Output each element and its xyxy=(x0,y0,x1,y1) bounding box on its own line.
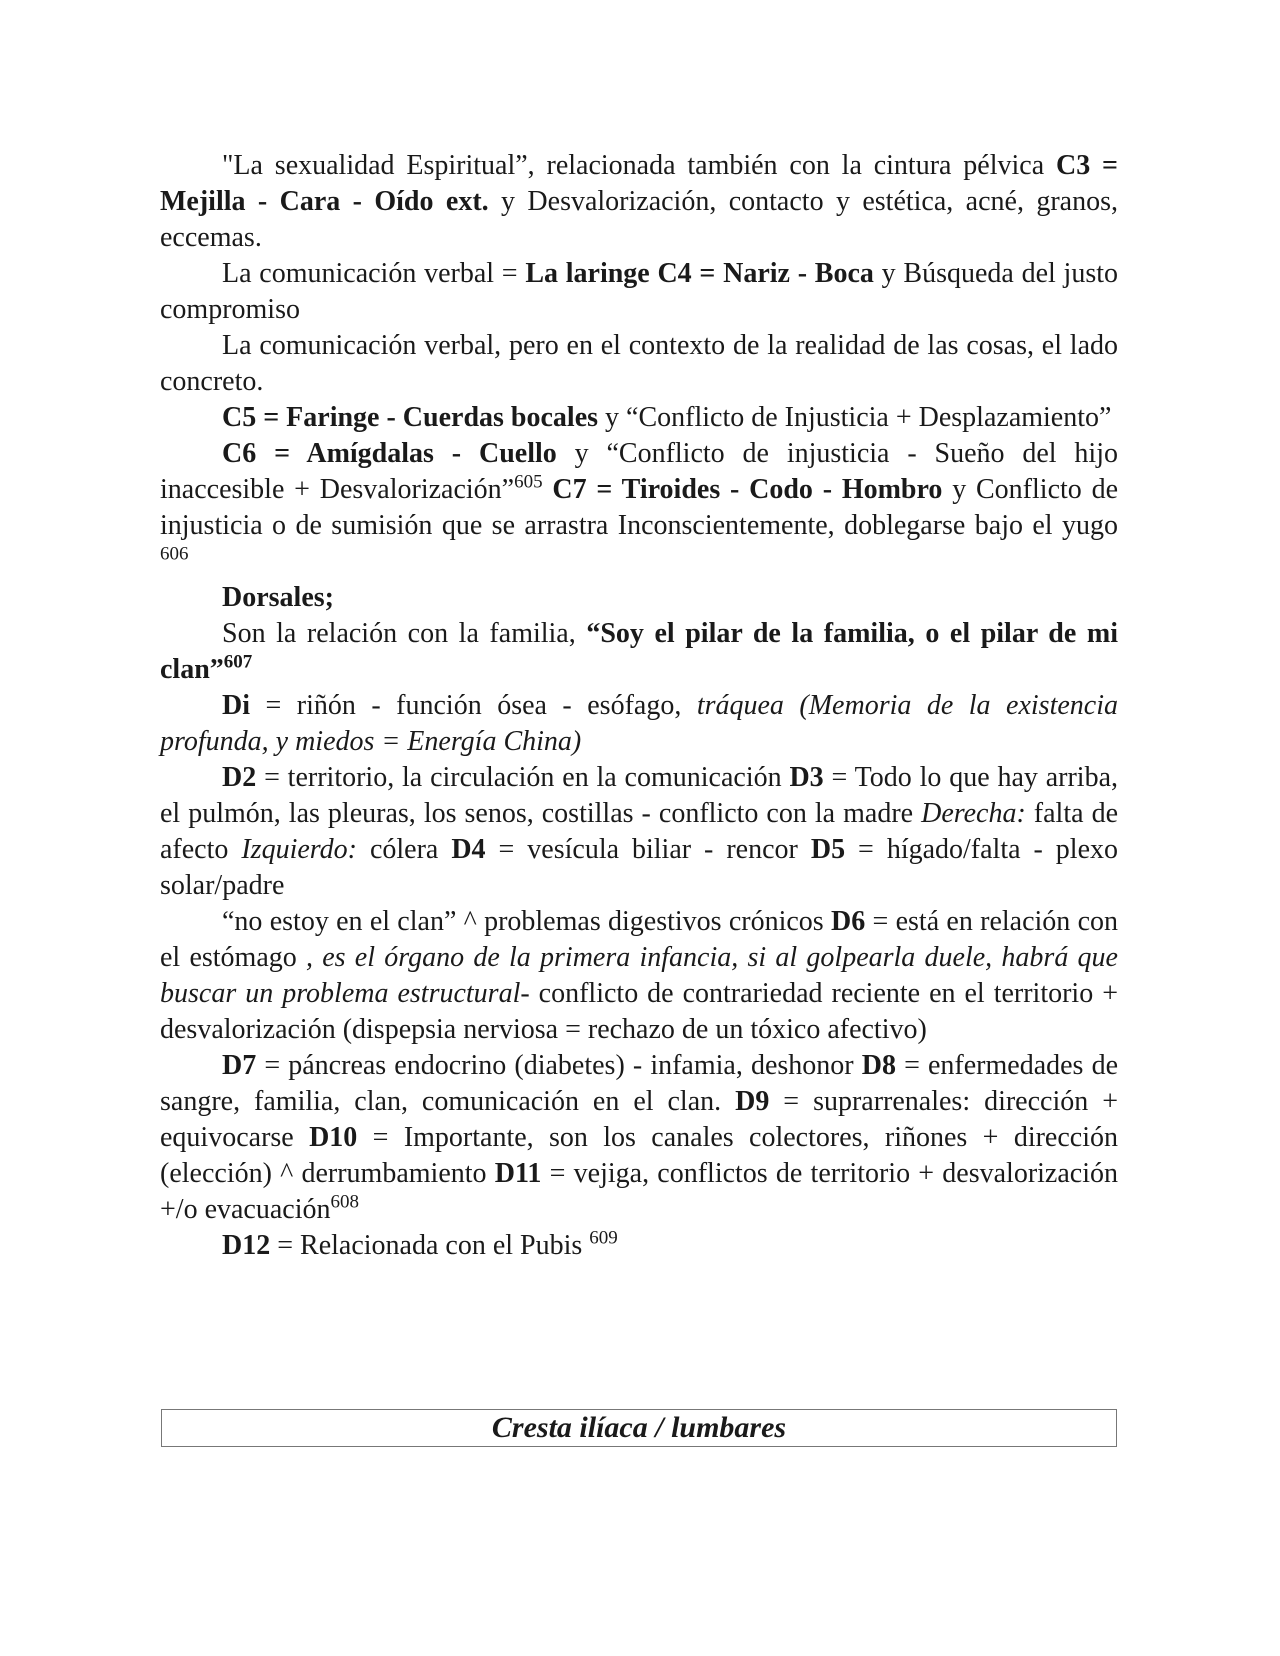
paragraph-family: Son la relación con la familia, “Soy el pilar de la familia, o el pilar de mi clan”$^{607}$ xyxy=(160,618,1118,685)
heading-dorsales: Dorsales; xyxy=(222,582,334,613)
section-heading-title: Cresta ilíaca / lumbares xyxy=(491,1411,787,1444)
footnote-ref-605[interactable]: 605 xyxy=(514,471,543,493)
section-heading-box xyxy=(161,1409,1117,1447)
footnote-ref-609[interactable]: 609 xyxy=(589,1227,618,1249)
paragraph-c5: C5 = Faringe - Cuerdas bocales y “Conflicto de Injusticia + Desplazamiento” xyxy=(222,402,1112,433)
paragraph-verbal-context: La comunicación verbal, pero en el contexto de la realidad de las cosas, el lado concreto. xyxy=(160,330,1118,397)
paragraph-d12: D12 = Relacionada con el Pubis $^{609}$ xyxy=(222,1227,618,1261)
paragraph-c6-c7: C6 = Amígdalas - Cuello y “Conflicto de injusticia - Sueño del hijo inaccesible + Desvalorización”$^{605}$ C7 = Tiroides - Codo - Hombro y Conflicto de injusticia o de sumisión que se arrastra Inconscientemente, doblegarse bajo el yugo $^{606}$ xyxy=(160,438,1118,565)
document-body xyxy=(160,148,1118,1264)
footnote-ref-606[interactable]: 606 xyxy=(160,543,189,565)
footnote-ref-607[interactable]: 607 xyxy=(223,651,253,673)
paragraph-d1: Di = riñón - función ósea - esófago, tráquea (Memoria de la existencia profunda, y miedos = Energía China) xyxy=(160,690,1118,757)
paragraph-d6: “no estoy en el clan” ^ problemas digestivos crónicos D6 = está en relación con el estómago , es el órgano de la primera infancia, si al golpearla duele, habrá que buscar un problema estructural- conflicto de contrariedad reciente en el territorio + desvalorización (dispepsia nerviosa = rechazo de un tóxico afectivo) xyxy=(160,906,1119,1045)
paragraph-d2-d5: D2 = territorio, la circulación en la comunicación D3 = Todo lo que hay arriba, el pulmón, las pleuras, los senos, costillas - conflicto con la madre Derecha: falta de afecto Izquierdo: cólera D4 = vesícula biliar - rencor D5 = hígado/falta - plexo solar/padre xyxy=(160,762,1119,901)
paragraph-c4: La comunicación verbal = La laringe C4 = Nariz - Boca y Búsqueda del justo compromiso xyxy=(160,258,1118,325)
paragraph-c3: "La sexualidad Espiritual”, relacionada también con la cintura pélvica C3 = Mejilla - Cara - Oído ext. y Desvalorización, contacto y estética, acné, granos, eccemas. xyxy=(160,150,1118,253)
footnote-ref-608[interactable]: 608 xyxy=(330,1191,359,1213)
paragraph-d7-d11: D7 = páncreas endocrino (diabetes) - infamia, deshonor D8 = enfermedades de sangre, familia, clan, comunicación en el clan. D9 = suprarrenales: dirección + equivocarse D10 = Importante, son los canales colectores, riñones + dirección (elección) ^ derrumbamiento D11 = vejiga, conflictos de territorio + desvalorización +/o evacuación$^{608}$ xyxy=(160,1050,1118,1225)
